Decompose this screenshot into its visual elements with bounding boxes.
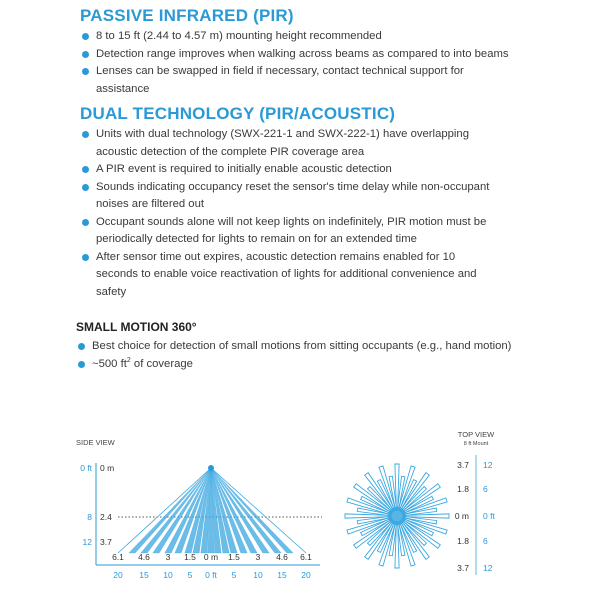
dual-title: DUAL TECHNOLOGY (PIR/ACOUSTIC) <box>80 104 396 123</box>
bullet-icon <box>78 361 85 368</box>
side-x-ft-5: 5 <box>231 570 237 580</box>
side-x-m-6: 3 <box>255 552 261 562</box>
side-x-ft-1: 15 <box>139 570 149 580</box>
top-view-diagram <box>340 425 510 585</box>
top-ft-2: 0 ft <box>483 511 495 521</box>
top-m-3: 1.8 <box>457 536 469 546</box>
top-view-coverage <box>345 464 449 568</box>
side-x-ft-7: 15 <box>277 570 287 580</box>
top-view-sublabel: 8 ft Mount <box>463 441 489 447</box>
list-item: Sounds indicating occupancy reset the sensor's time delay while non-occupant noises are filtered out <box>80 179 500 214</box>
side-x-m-8: 6.1 <box>300 552 312 562</box>
dual-bullets <box>80 126 500 301</box>
small-motion-section <box>76 320 516 373</box>
top-m-2: 0 m <box>454 511 469 521</box>
side-x-ft-6: 10 <box>253 570 263 580</box>
list-item: After sensor time out expires, acoustic detection remains enabled for 10 seconds to enable voice reactivation of lights for additional convenience and safety <box>80 249 500 302</box>
side-x-m-7: 4.6 <box>276 552 288 562</box>
top-m-0: 3.7 <box>457 460 469 470</box>
bullet-icon <box>82 68 89 75</box>
side-y-m-2: 3.7 <box>100 537 112 547</box>
side-y-ft-2: 12 <box>82 537 92 547</box>
side-x-m-5: 1.5 <box>228 552 240 562</box>
side-x-m-4: 0 m <box>203 552 219 562</box>
side-x-ft-3: 5 <box>187 570 193 580</box>
list-item: Units with dual technology (SWX-221-1 and SWX-222-1) have overlapping acoustic detection of the complete PIR coverage area <box>80 126 500 161</box>
pir-title: PASSIVE INFRARED (PIR) <box>80 6 294 25</box>
bullet-icon <box>82 131 89 138</box>
side-y-m-1: 2.4 <box>100 512 112 522</box>
side-y-ft-1: 8 <box>87 512 92 522</box>
small-motion-title: SMALL MOTION 360° <box>76 320 197 334</box>
bullet-icon <box>82 166 89 173</box>
side-y-m-0: 0 m <box>100 463 115 473</box>
bullet-icon <box>82 254 89 261</box>
side-view-beams <box>118 468 306 553</box>
sensor-icon <box>208 465 214 471</box>
side-x-m-0: 6.1 <box>112 552 124 562</box>
side-x-m-3: 1.5 <box>184 552 196 562</box>
bullet-icon <box>82 184 89 191</box>
side-y-ft-0: 0 ft <box>80 463 92 473</box>
list-item: A PIR event is required to initially enable acoustic detection <box>80 161 500 179</box>
top-ft-3: 6 <box>483 536 488 546</box>
list-item: Best choice for detection of small motions from sitting occupants (e.g., hand motion) <box>76 338 516 356</box>
pir-bullets <box>80 28 520 98</box>
list-item: 8 to 15 ft (2.44 to 4.57 m) mounting height recommended <box>80 28 520 46</box>
side-x-ft-8: 20 <box>301 570 311 580</box>
bullet-icon <box>78 343 85 350</box>
side-x-ft-4: 0 ft <box>205 570 217 580</box>
dual-section <box>80 104 500 301</box>
top-ft-1: 6 <box>483 484 488 494</box>
top-m-1: 1.8 <box>457 484 469 494</box>
side-x-m-1: 4.6 <box>138 552 150 562</box>
bullet-icon <box>82 33 89 40</box>
top-ft-4: 12 <box>483 563 493 573</box>
list-item: Occupant sounds alone will not keep lights on indefinitely, PIR motion must be periodically detected for lights to remain on for an extended time <box>80 214 500 249</box>
side-view-label: SIDE VIEW <box>76 438 115 447</box>
top-m-4: 3.7 <box>457 563 469 573</box>
bullet-icon <box>82 51 89 58</box>
list-item: Detection range improves when walking across beams as compared to into beams <box>80 46 520 64</box>
side-x-ft-0: 20 <box>113 570 123 580</box>
list-item: Lenses can be swapped in field if necessary, contact technical support for assistance <box>80 63 520 98</box>
bullet-icon <box>82 219 89 226</box>
side-x-ft-2: 10 <box>163 570 173 580</box>
top-ft-0: 12 <box>483 460 493 470</box>
coverage-center <box>388 507 406 525</box>
small-motion-bullets <box>76 338 516 373</box>
pir-section <box>80 6 520 98</box>
side-view-diagram <box>70 435 330 585</box>
list-item: ~500 $ft^2$ of coverage <box>76 356 516 374</box>
top-view-label: TOP VIEW <box>457 430 495 439</box>
side-x-m-2: 3 <box>165 552 171 562</box>
